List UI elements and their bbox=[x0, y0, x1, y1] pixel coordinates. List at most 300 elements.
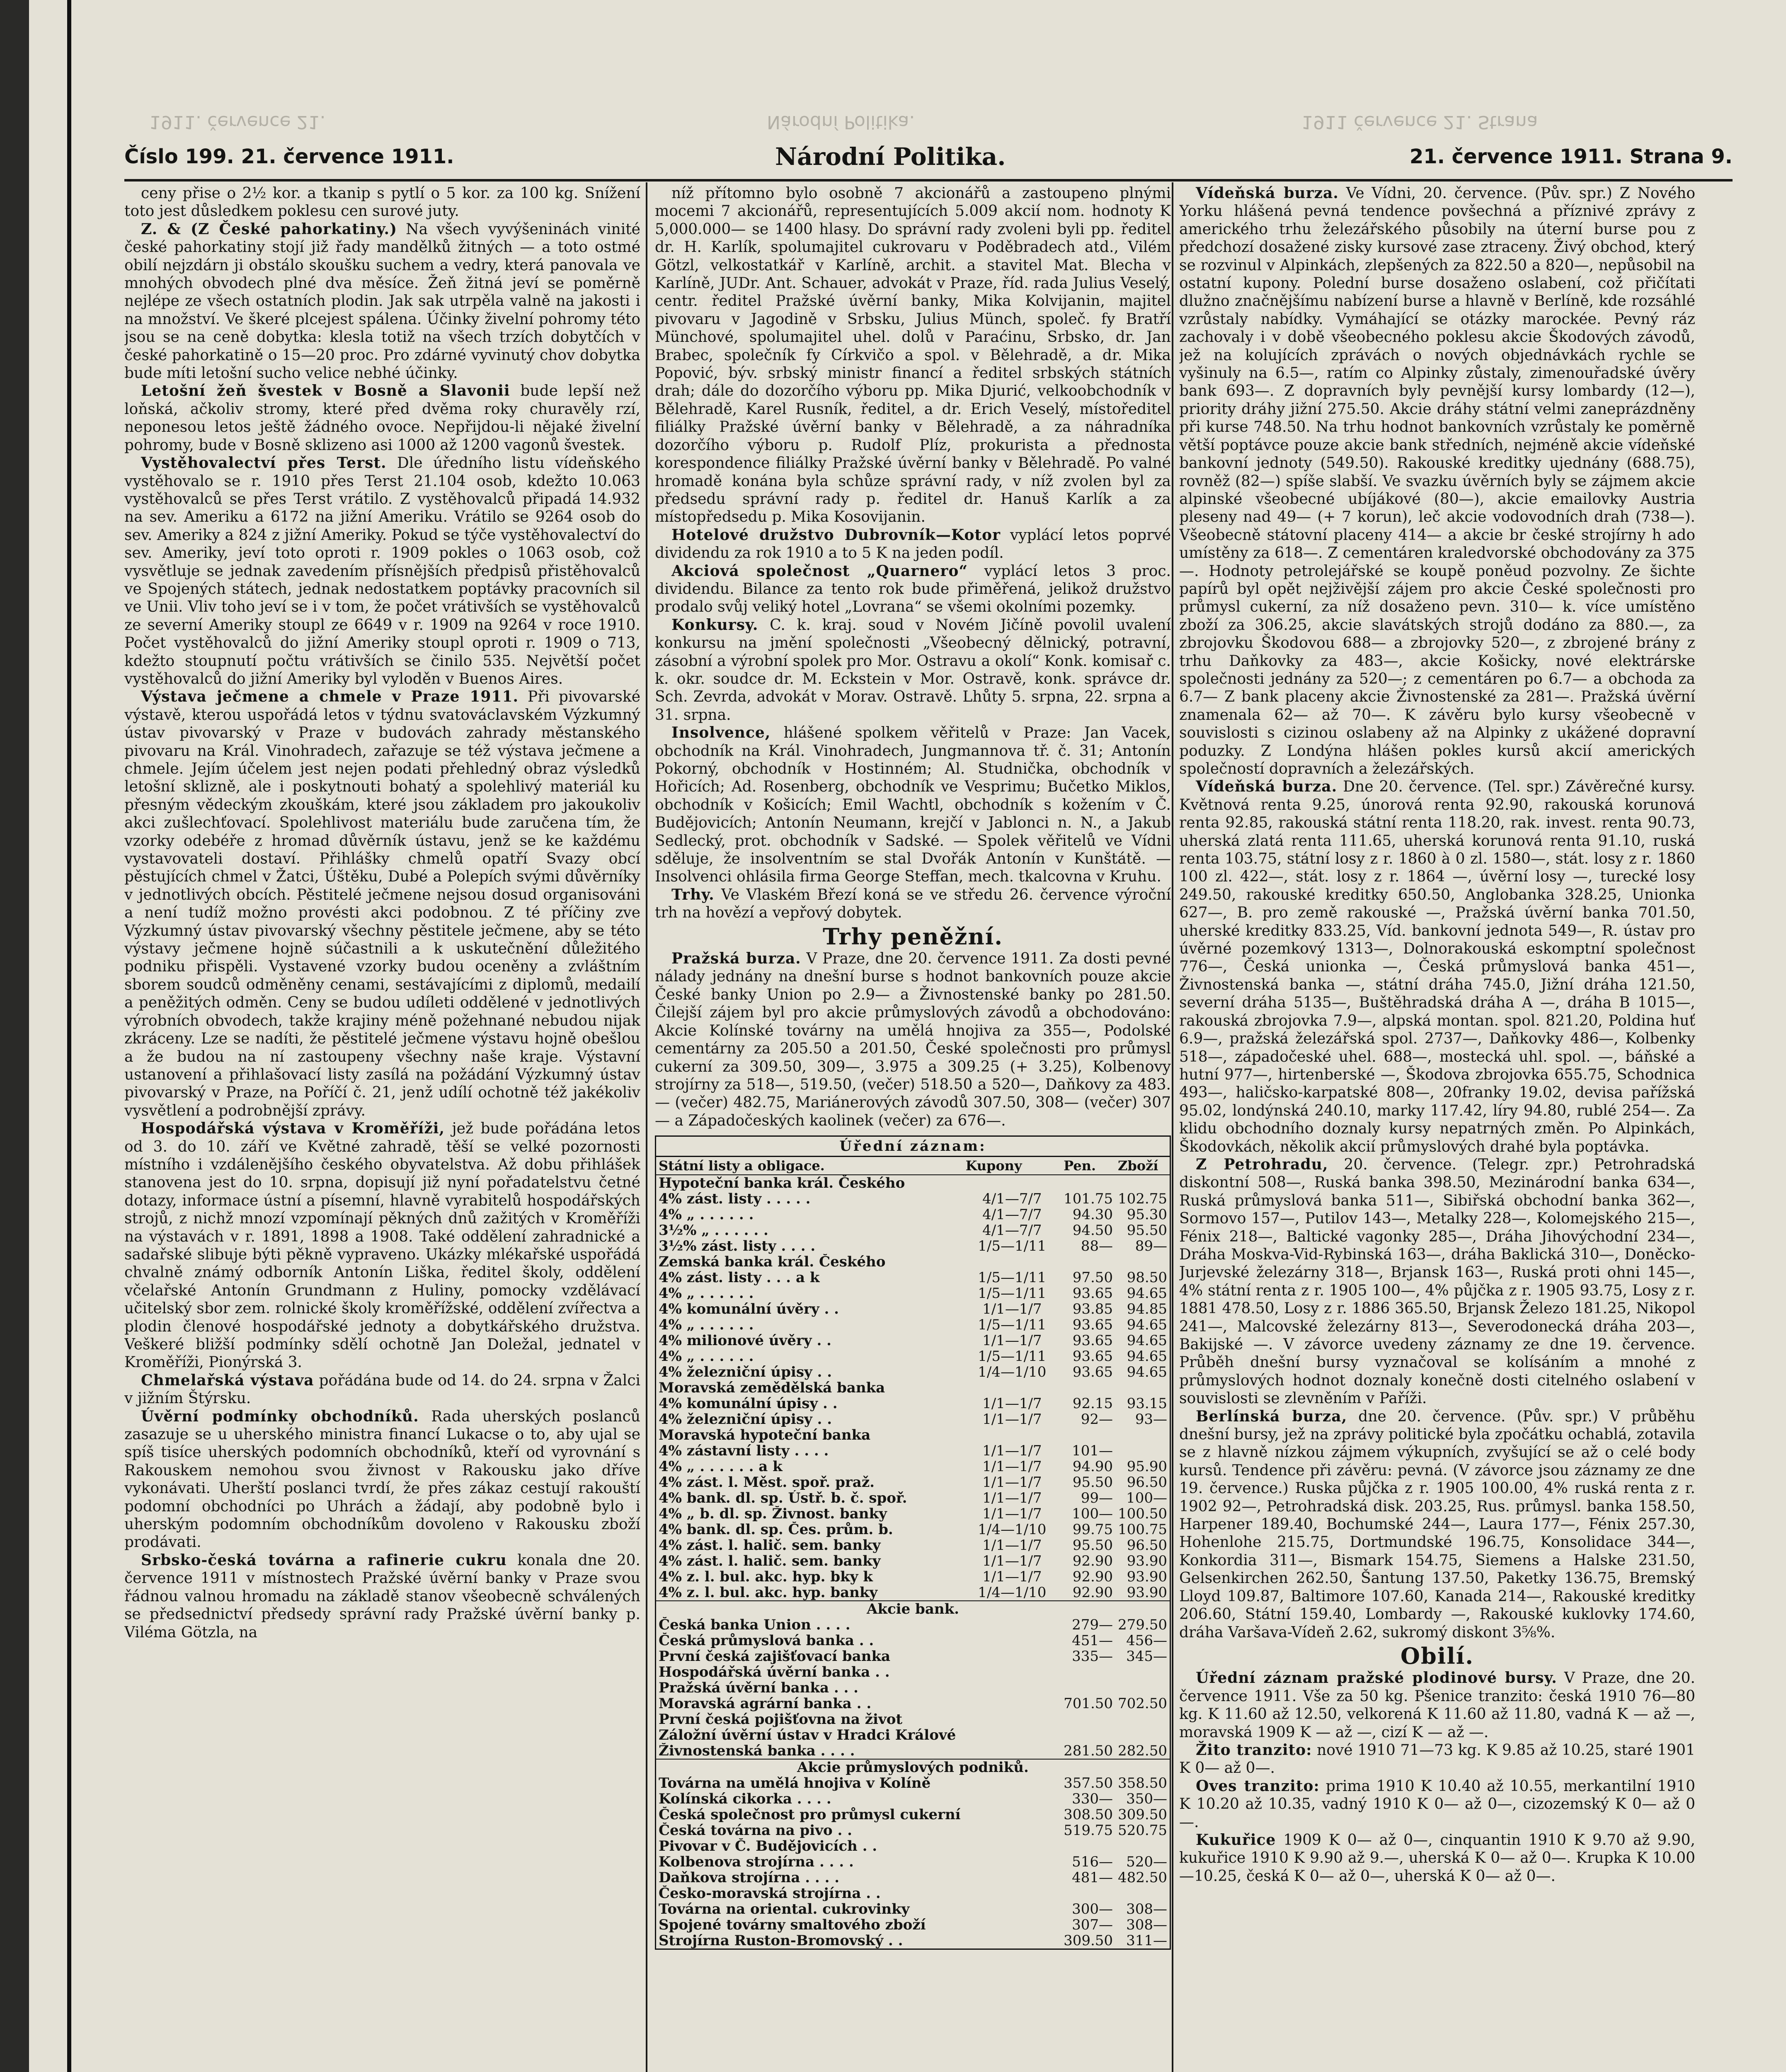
table-cell-zbozi: 702.50 bbox=[1118, 1696, 1167, 1712]
article-lead: Výstava ječmene a chmele v Praze 1911. bbox=[141, 688, 519, 706]
table-cell-pen bbox=[1061, 1175, 1115, 1191]
table-cell-name: 4% zást. listy . . . a k bbox=[659, 1270, 820, 1286]
table-cell-kup: 1/1—1/7 bbox=[982, 1537, 1042, 1554]
table-cell-zbozi: 94.65 bbox=[1127, 1333, 1167, 1349]
table-cell-zbozi: 96.50 bbox=[1127, 1474, 1167, 1491]
article-lead: Konkursy. bbox=[671, 616, 759, 634]
table-cell-zbozi: 94.65 bbox=[1127, 1364, 1167, 1380]
table-cell-kup: 1/1—1/7 bbox=[982, 1490, 1042, 1506]
article-lead: Chmelařská výstava bbox=[141, 1371, 314, 1389]
bleed-through-text: 1911. července 21. bbox=[149, 111, 326, 133]
table-cell-pen: 92.90 bbox=[1072, 1585, 1113, 1601]
table-cell-kup: 1/5—1/11 bbox=[978, 1270, 1047, 1286]
article-lead: Pražská burza. bbox=[671, 950, 801, 968]
article-lead: Úřední záznam pražské plodinové bursy. bbox=[1196, 1669, 1557, 1687]
table-cell-kup bbox=[963, 1917, 1061, 1933]
table-row bbox=[656, 1727, 1170, 1743]
table-cell-name: 4% bank. dl. sp. Čes. prům. b. bbox=[659, 1522, 893, 1538]
table-cell-pen: 93.65 bbox=[1072, 1285, 1113, 1302]
table-cell-zbozi bbox=[1115, 1427, 1170, 1443]
column-divider bbox=[646, 182, 647, 2072]
table-cell-zbozi: 93.15 bbox=[1127, 1396, 1167, 1412]
table-row bbox=[656, 1459, 1170, 1474]
table-row bbox=[656, 1901, 1170, 1917]
table-cell-pen: 95.50 bbox=[1072, 1537, 1113, 1554]
table-row bbox=[656, 1917, 1170, 1933]
table-cell-kup: 1/4—1/10 bbox=[978, 1585, 1047, 1601]
table-cell-name: 3½% „ . . . . . . bbox=[659, 1222, 768, 1239]
table-cell-zbozi bbox=[1115, 1680, 1170, 1696]
table-cell-name: 3½% zást. listy . . . . bbox=[659, 1238, 816, 1254]
header-rule bbox=[124, 179, 1733, 182]
table-cell-zbozi bbox=[1115, 1727, 1170, 1743]
article-paragraph bbox=[124, 454, 640, 688]
table-cell-pen: 519.75 bbox=[1064, 1823, 1113, 1839]
table-row bbox=[656, 1474, 1170, 1490]
table-cell-pen: 93.85 bbox=[1072, 1301, 1113, 1317]
table-row bbox=[656, 1364, 1170, 1380]
table-cell-kup: 1/1—1/7 bbox=[982, 1301, 1042, 1317]
table-cell-pen: 481— bbox=[1072, 1870, 1113, 1886]
table-cell-zbozi: 350— bbox=[1126, 1791, 1167, 1807]
table-cell-pen: 94.50 bbox=[1072, 1222, 1113, 1239]
article-paragraph bbox=[124, 1408, 640, 1552]
table-title: Úřední záznam: bbox=[656, 1137, 1170, 1157]
article-text: bude lepší než loňská, ačkoliv stromy, které před dvěma roky churavěly rzí, neponesou letos ještě žádného ovoce. Nepřijdou-li nějaké živelní pohromy, bude v Bosně sklizeno asi 1000 až 1200 vagonů švestek. bbox=[124, 382, 640, 454]
table-cell-pen: 279— bbox=[1072, 1617, 1113, 1633]
table-cell-pen: 92.90 bbox=[1072, 1569, 1113, 1585]
table-cell-name: Hypoteční banka král. Českého bbox=[659, 1175, 905, 1191]
table-section-row bbox=[656, 1759, 1170, 1775]
table-cell-name: Záložní úvěrní ústav v Hradci Králové bbox=[659, 1727, 956, 1743]
table-cell-zbozi: 308— bbox=[1126, 1917, 1167, 1933]
table-row bbox=[656, 1823, 1170, 1838]
table-cell-name: Spojené továrny smaltového zboží bbox=[659, 1917, 926, 1933]
article-text: Ve Vlaském Březí koná se ve středu 26. července výroční trh na hovězí a vepřový dobytek. bbox=[655, 886, 1171, 922]
table-row bbox=[656, 1443, 1170, 1459]
table-cell-zbozi bbox=[1115, 1711, 1170, 1727]
column-3 bbox=[1179, 184, 1695, 2072]
table-cell-kup: 1/1—1/7 bbox=[982, 1569, 1042, 1585]
table-row bbox=[656, 1807, 1170, 1823]
table-cell-zbozi: 95.90 bbox=[1127, 1459, 1167, 1475]
table-row bbox=[656, 1711, 1170, 1727]
table-row bbox=[656, 1270, 1170, 1285]
table-cell-kup: 1/1—1/7 bbox=[982, 1333, 1042, 1349]
table-cell-kup: 1/1—1/7 bbox=[982, 1459, 1042, 1475]
table-cell-kup: 1/1—1/7 bbox=[982, 1553, 1042, 1569]
table-cell-kup bbox=[963, 1886, 1061, 1901]
article-text: Dle úředního listu vídeňského vystěhovalo se r. 1910 přes Terst 21.104 osob, kdežto 10.063 vystěhovalců se přes Terst vrátilo. Z vystěhovalců připadá 14.932 na sev. Ameriku a 6172 na jižní Ameriku. Vrátilo se 9264 osob do sev. Ameriky a 824 z jižní Ameriky. Pokud se týče vystěhovalectví do sev. Ameriky, jeví toto oproti r. 1909 pokles o 1063 osob, což vysvětluje se jednak zavedením přísnějších předpisů přistěhovalců ve Spojených státech, jednak nedostatkem poptávky pracovních sil ve Unii. Vliv toho jeví se i v tom, že počet vrátivších se vystěhovalců ze severní Ameriky stoupl ze 6649 v r. 1909 na 9264 v roce 1910. Počet vystěhovalců do jižní Ameriky stoupl oproti r. 1909 o 713, kdežto stoupnutí počtu vrátivších se činilo 535. Největší počet vystěhovalců do jižní Ameriky byl vyloděn v Buenos Aires. bbox=[124, 455, 640, 687]
table-cell-pen bbox=[1061, 1427, 1115, 1443]
article-paragraph bbox=[1179, 778, 1695, 1156]
article-lead: Z. & (Z České pahorkatiny.) bbox=[141, 220, 397, 238]
article-lead: Vídeňská burza. bbox=[1196, 778, 1338, 796]
article-lead: Z Petrohradu, bbox=[1196, 1155, 1328, 1173]
table-cell-zbozi: 482.50 bbox=[1118, 1870, 1167, 1886]
table-cell-kup: 1/5—1/11 bbox=[978, 1238, 1047, 1254]
table-cell-zbozi: 358.50 bbox=[1118, 1775, 1167, 1791]
article-paragraph bbox=[655, 184, 1171, 526]
article-paragraph bbox=[124, 184, 640, 220]
table-cell-name: Hospodářská úvěrní banka . . bbox=[659, 1664, 890, 1680]
table-cell-name: 4% z. l. bul. akc. hyp. bky k bbox=[659, 1569, 873, 1585]
article-paragraph bbox=[124, 1120, 640, 1372]
article-paragraph bbox=[1179, 1156, 1695, 1408]
table-cell-name: Pražská úvěrní banka . . . bbox=[659, 1680, 859, 1696]
table-cell-kup bbox=[963, 1933, 1061, 1949]
table-cell-zbozi: 100.75 bbox=[1118, 1522, 1167, 1538]
article-lead: Úvěrní podmínky obchodníků. bbox=[141, 1407, 419, 1425]
article-text: hlášené spolkem věřitelů v Praze: Jan Vacek, obchodník na Král. Vinohradech, Jungmannova tř. č. 31; Antonín Pokorný, obchodník v Hostinném; Al. Studnička, obchodník v Hořicích; Ad. Rosenberg, obchodník ve Vesprimu; Bučetko Miklos, obchodník v Košicích; Emil Wachtl, obchodník s kožením v Č. Budějovicích; Antonín Neumann, krejčí v Jablonci n. N., a Jakub Sedlecký, prot. obchodník v Sadské. — Spolek věřitelů ve Vídni sděluje, že insolventním se stal Dvořák Antonín v Kunštátě. — Insolvenci ohlásila firma George Steffan, mech. tkalcovna v Kruhu. bbox=[655, 724, 1171, 886]
table-cell-name: Daňkova strojírna . . . . bbox=[659, 1870, 840, 1886]
table-row bbox=[656, 1680, 1170, 1696]
page-header bbox=[124, 145, 1733, 178]
table-cell-name: První česká zajišťovací banka bbox=[659, 1648, 891, 1665]
table-cell-zbozi bbox=[1115, 1838, 1170, 1854]
table-section-row bbox=[656, 1601, 1170, 1617]
table-cell-pen bbox=[1061, 1664, 1115, 1680]
table-cell-kup bbox=[963, 1680, 1061, 1696]
article-paragraph bbox=[1179, 1831, 1695, 1885]
table-cell-pen: 94.30 bbox=[1072, 1207, 1113, 1223]
article-lead: Kukuřice bbox=[1196, 1831, 1276, 1849]
article-lead: Berlínská burza, bbox=[1196, 1407, 1347, 1425]
article-paragraph bbox=[655, 724, 1171, 886]
table-row bbox=[656, 1838, 1170, 1854]
table-cell-zbozi: 282.50 bbox=[1118, 1743, 1167, 1760]
table-cell-name: 4% „ b. dl. sp. Živnost. banky bbox=[659, 1506, 887, 1522]
article-lead: Srbsko-česká továrna a rafinerie cukru bbox=[141, 1551, 507, 1569]
table-cell-pen: 451— bbox=[1072, 1633, 1113, 1649]
table-cell-pen: 92.90 bbox=[1072, 1553, 1113, 1569]
table-cell-name: Moravská hypoteční banka bbox=[659, 1427, 871, 1443]
table-cell-name: Česká továrna na pivo . . bbox=[659, 1823, 852, 1839]
table-cell-kup: 1/1—1/7 bbox=[982, 1411, 1042, 1428]
table-cell-kup bbox=[963, 1870, 1061, 1886]
table-cell-pen: 330— bbox=[1072, 1791, 1113, 1807]
table-cell-pen: 300— bbox=[1072, 1901, 1113, 1917]
newspaper-page bbox=[29, 0, 1786, 2072]
table-cell-zbozi bbox=[1115, 1175, 1170, 1191]
table-cell-name: 4% „ . . . . . . bbox=[659, 1317, 754, 1333]
table-cell-pen: 100— bbox=[1072, 1506, 1113, 1522]
table-cell-pen bbox=[1061, 1727, 1115, 1743]
table-row bbox=[656, 1791, 1170, 1807]
table-cell-kup bbox=[963, 1664, 1061, 1680]
table-cell-kup: 4/1—7/7 bbox=[982, 1191, 1042, 1207]
table-cell-name: Pivovar v Č. Budějovicích . . bbox=[659, 1838, 877, 1854]
table-cell-zbozi: 89— bbox=[1135, 1238, 1167, 1254]
table-header: Kupony bbox=[963, 1157, 1061, 1175]
table-cell-kup bbox=[963, 1823, 1061, 1838]
table-cell-name: Moravská zemědělská banka bbox=[659, 1380, 885, 1396]
table-cell-pen: 335— bbox=[1072, 1648, 1113, 1665]
table-cell-pen bbox=[1061, 1680, 1115, 1696]
table-row bbox=[656, 1191, 1170, 1207]
table-cell-kup bbox=[963, 1696, 1061, 1711]
table-cell-kup bbox=[963, 1791, 1061, 1807]
table-row bbox=[656, 1348, 1170, 1364]
table-cell-kup bbox=[963, 1711, 1061, 1727]
article-lead: Trhy. bbox=[671, 886, 715, 903]
table-cell-pen: 307— bbox=[1072, 1917, 1113, 1933]
issue-number-date: Číslo 199. 21. července 1911. bbox=[124, 145, 454, 168]
table-cell-name: Zemská banka král. Českého bbox=[659, 1254, 886, 1270]
table-row bbox=[656, 1743, 1170, 1759]
table-cell-zbozi: 93.90 bbox=[1127, 1553, 1167, 1569]
page-date-number: 21. července 1911. Strana 9. bbox=[1409, 145, 1733, 168]
table-section-label: Akcie bank. bbox=[656, 1601, 1170, 1617]
table-cell-name: První česká pojišťovna na život bbox=[659, 1711, 903, 1728]
table-row bbox=[656, 1301, 1170, 1317]
table-cell-pen bbox=[1061, 1886, 1115, 1901]
table-cell-pen: 93.65 bbox=[1072, 1364, 1113, 1380]
table-cell-pen bbox=[1061, 1838, 1115, 1854]
table-cell-kup: 1/1—1/7 bbox=[982, 1506, 1042, 1522]
table-cell-kup bbox=[963, 1175, 1061, 1191]
article-lead: Žito tranzito: bbox=[1196, 1741, 1312, 1759]
official-quotes-table bbox=[655, 1135, 1171, 1950]
table-cell-name: 4% zást. l. halič. sem. banky bbox=[659, 1537, 881, 1554]
table-cell-zbozi bbox=[1115, 1254, 1170, 1270]
table-row bbox=[656, 1775, 1170, 1791]
table-cell-name: Továrna na oriental. cukrovinky bbox=[659, 1901, 910, 1917]
table-cell-zbozi: 96.50 bbox=[1127, 1537, 1167, 1554]
table-cell-name: 4% zást. l. Měst. spoř. praž. bbox=[659, 1474, 875, 1491]
table-row bbox=[656, 1490, 1170, 1506]
table-row bbox=[656, 1522, 1170, 1537]
article-text: Ve Vídni, 20. července. (Pův. spr.) Z Nového Yorku hlášená pevná tendence povšechná a příznivé zprávy z amerického trhu železářského působily na úterní burse pou z předchozí dosažené zisky kursové zase ztraceny. Živý obchod, který se rozvinul v Alpinkách, zlepšených za 822.50 a 820—, nepůsobil na ostatní kupony. Polední burse dosaženo oslabení, což přičítati dlužno značnějšímu nabízení burse a hlavně v Berlíně, kde rozsáhlé vzrůstaly nabídky. Vymáhající se otázky marockée. Pevný ráz zachovaly i v době všeobecného poklesu akcie Škodových závodů, jež na kolujících zprávách o nových objednávkách rychle se vyšinuly na 6.5—, ratím co Alpinky zůstaly, zimenouřadské úvěry bank 693—. Z dopravních byly pevnější kursy lombardy (12—), priority dráhy jižní 275.50. Akcie dráhy státní velmi zaneprázdněny při kurse 748.50. Na trhu hodnot bankovních vzrůstaly ke poměrně větší poptávce pouze akcie bank středních, nejméně akcie vídeňské bankovní jednoty (549.50). Rakouské kreditky ujednány (688.75), rovněž (82—) spíše slabší. Ve svazku úvěrních byly se zájmem akcie alpinské všeobecné ubíjákové (80—), akcie emailovky Austria pleseny nad 49— (+ 7 korun), leč akcie vodovodních drah (738—). Všeobecně státovní placeny 414— a akcie br české strojírny h ado umístěny za 618—. Z cementáren kraledvorské obchodovány za 375—. Hodnoty petrolejářské se koupě poněud pozvolny. Ze šichte papírů byl opět nejživější zájem pro akcie České společnosti pro průmysl cukerní, za níž dosaženo pevn. 310— k. více umístěno zboží za 306.25, akcie slavátských strojů dodáno za 880.—, za zbrojovku Škodovou 688— a zbrojovky 520—, z zbrojené brány z trhu Daňkovky za 483—, akcie Košicky, nové elektrárske společnosti jednány za 520—; z cementáren po 6.7— a obchoda za 6.7— Z bank placeny akcie Živnostenské za 281—. Pražská úvěrní znamenala 62— až 70—. K závěru bylo kursy všeobecně v souvislosti s cizinou oslabeny až na Alpinky z ukážené dopravní poduzky. Z Londýna hlášen pokles kursů akcií amerických společností dopravních a železářských. bbox=[1179, 185, 1695, 777]
table-cell-zbozi: 93— bbox=[1135, 1411, 1167, 1428]
section-heading: Obilí. bbox=[1400, 1642, 1474, 1669]
article-paragraph bbox=[655, 950, 1171, 1130]
column-1 bbox=[124, 184, 640, 2072]
article-paragraph bbox=[1179, 184, 1695, 778]
table-cell-kup bbox=[963, 1380, 1061, 1396]
table-cell-kup: 1/5—1/11 bbox=[978, 1348, 1047, 1365]
article-text: C. k. kraj. soud v Novém Jičíně povolil uvalení konkursu na jmění společnosti „Všeobecný dělnický, potravní, zásobní a výrobní spolek pro Mor. Ostravu a okolí“ Konk. komisař c. k. okr. soudce dr. M. Eckstein v Mor. Ostravě, konk. správce dr. Sch. Zevrda, advokát v Morav. Ostravě. Lhůty 5. srpna, 22. srpna a 31. srpna. bbox=[655, 616, 1171, 724]
table-cell-kup bbox=[963, 1854, 1061, 1870]
article-lead: Letošní žeň švestek v Bosně a Slavonii bbox=[141, 382, 510, 400]
column-2 bbox=[655, 184, 1171, 2072]
article-text: prima 1910 K 10.40 až 10.55, merkantilní 1910 K 10.20 až 10.35, vadný 1910 K 0— až 0—, cizozemský K 0— až 0—. bbox=[1179, 1777, 1695, 1831]
article-text: vyplácí letos 3 proc. dividendu. Bilance za tento rok bude přiměřená, jelikož družstvo prodalo svůj veliký hotel „Lovrana“ se všemi okolními pozemky. bbox=[655, 562, 1171, 616]
table-cell-name: 4% „ . . . . . . bbox=[659, 1348, 754, 1365]
article-paragraph bbox=[655, 562, 1171, 616]
table-cell-zbozi: 308— bbox=[1126, 1901, 1167, 1917]
table-cell-zbozi: 95.50 bbox=[1127, 1222, 1167, 1239]
table-cell-pen: 701.50 bbox=[1064, 1696, 1113, 1712]
table-cell-zbozi: 100.50 bbox=[1118, 1506, 1167, 1522]
table-cell-pen: 101— bbox=[1072, 1443, 1113, 1459]
table-cell-pen: 308.50 bbox=[1064, 1807, 1113, 1823]
table-cell-kup bbox=[963, 1648, 1061, 1664]
table-cell-pen: 92.15 bbox=[1072, 1396, 1113, 1412]
table-cell-name: Kolbenova strojírna . . . . bbox=[659, 1854, 854, 1870]
table-row bbox=[656, 1696, 1170, 1711]
table-cell-name: Kolínská cikorka . . . . bbox=[659, 1791, 831, 1807]
page-binding-edge bbox=[67, 0, 71, 2072]
table-cell-kup bbox=[963, 1727, 1061, 1743]
article-paragraph bbox=[1179, 1408, 1695, 1641]
table-cell-pen: 88— bbox=[1081, 1238, 1113, 1254]
article-lead: Akciová společnost „Quarnero“ bbox=[671, 562, 968, 580]
table-cell-kup bbox=[963, 1838, 1061, 1854]
article-text: V Praze, dne 20. července 1911. Za dosti pevné nálady jednány na dnešní burse s hodnot bankovních pouze akcie České banky Union po 2.9— a Živnostenské banky po 281.50. Čilejší zájem byl pro akcie průmyslových závodů a obchodováno: Akcie Kolínské továrny na umělá hnojiva za 355—, Podolské cementárny za 205.50 a 201.50, České společnosti pro průmysl cukerní za 309.50, 309—, 3.975 a 309.25 (+ 3.25), Kolbenovy strojírny za 518—, 519.50, (večer) 518.50 a 520—, Daňkovy za 483.— (večer) 482.75, Mariánerových závodů 307.50, 308— (večer) 307— a Západočeských kaolinek (večer) za 676—. bbox=[655, 950, 1171, 1129]
table-cell-pen: 516— bbox=[1072, 1854, 1113, 1870]
table-cell-pen bbox=[1061, 1711, 1115, 1727]
table-cell-pen: 309.50 bbox=[1064, 1933, 1113, 1949]
article-paragraph bbox=[124, 220, 640, 382]
table-row bbox=[656, 1333, 1170, 1348]
table-cell-kup bbox=[963, 1633, 1061, 1648]
table-cell-zbozi bbox=[1115, 1886, 1170, 1901]
table-cell-name: 4% z. l. bul. akc. hyp. banky bbox=[659, 1585, 878, 1601]
table-row bbox=[656, 1317, 1170, 1333]
table-row bbox=[656, 1870, 1170, 1886]
table-row bbox=[656, 1553, 1170, 1569]
table-cell-name: 4% komunální úpisy . . bbox=[659, 1396, 838, 1412]
bleed-through-text: Národní Politika. bbox=[767, 111, 915, 133]
article-lead: Insolvence, bbox=[671, 724, 771, 742]
article-lead: Oves tranzito: bbox=[1196, 1777, 1320, 1795]
article-text: 1909 K 0— až 0—, cinquantin 1910 K 9.70 až 9.90, kukuřice 1910 K 9.90 až 9.—, uherská K 0— až 0—. Krupka K 10.00—10.25, česká K 0— až 0—, uherská K 0— až 0—. bbox=[1179, 1831, 1695, 1885]
table-cell-zbozi bbox=[1115, 1380, 1170, 1396]
table-cell-zbozi: 94.65 bbox=[1127, 1285, 1167, 1302]
table-cell-kup: 4/1—7/7 bbox=[982, 1222, 1042, 1239]
column-divider bbox=[1172, 182, 1173, 2072]
table-cell-zbozi: 93.90 bbox=[1127, 1585, 1167, 1601]
article-text: Rada uherských poslanců zasazuje se u uherského ministra financí Lukacse o to, aby ujal se spíš tisíce uherských podomních obchodníků, kteří od vyrovnání s Rakouskem nemohou svou živnost v Rakousku jako dříve vykonávati. Uherští poslanci tvrdí, že přes zákaz cestují rakouští podomní obchodníci po Uhrách a žádají, aby podobně bylo i uherským podomním obchodníkům dovoleno v Rakousku zboží prodávati. bbox=[124, 1408, 640, 1551]
table-cell-zbozi: 94.65 bbox=[1127, 1317, 1167, 1333]
table-cell-pen: 281.50 bbox=[1064, 1743, 1113, 1760]
table-cell-kup: 1/1—1/7 bbox=[982, 1443, 1042, 1459]
article-lead: Vystěhovalectví přes Terst. bbox=[141, 454, 387, 472]
table-row bbox=[656, 1222, 1170, 1238]
article-text: jež bude pořádána letos od 3. do 10. září ve Květné zahradě, těší se velké pozornosti místního i vzdálenějšího českého obyvatelstva. Až dobu přihlášek stanovena jest do 10. srpna, dopisují již nyní pořadatelstvu četné dotazy, informace ústní a písemní, hlavně vyrabitelů hospodářských strojů, z nichž mnozí vzpomínají pěkných dnů zažitých v Kroměříži na výstavách v r. 1891, 1898 a 1908. Také oddělení zahradnické a sadařské slibuje býti pěkně vypraveno. Ukázky mlékařské uspořádá chvalně známý odborník Antonín Liška, ředitel školy, oddělení včelařské Antonín Grundmann z Huliny, pomocky vzdělávací učitelský sbor zem. rolnické školy kroměřížské, oddělení zvířectva a plodin členové hospodářské jednoty a dobytkářského družstva. Veškeré bližší podmínky sdělí ochotně Jan Doležal, jednatel v Kroměříži, Pionýrská 3. bbox=[124, 1120, 640, 1371]
table-cell-name: Živnostenská banka . . . . bbox=[659, 1743, 855, 1760]
table-row bbox=[656, 1648, 1170, 1664]
table-cell-kup bbox=[963, 1807, 1061, 1823]
table-cell-name: 4% milionové úvěry . . bbox=[659, 1333, 831, 1349]
table-row bbox=[656, 1380, 1170, 1396]
article-paragraph bbox=[124, 382, 640, 454]
article-lead: Hotelové družstvo Dubrovník—Kotor bbox=[671, 526, 1001, 544]
table-cell-pen: 93.65 bbox=[1072, 1348, 1113, 1365]
table-cell-zbozi: 93.90 bbox=[1127, 1569, 1167, 1585]
article-text: konala dne 20. července 1911 v místnostech Pražské úvěrní banky v Praze svou řádnou valnou hromadu na základě stanov všeobecně schválených se předsednictví předsedy správní rady Pražské úvěrní banky p. Viléma Götzla, na bbox=[124, 1552, 640, 1641]
table-cell-name: Továrna na umělá hnojiva v Kolíně bbox=[659, 1775, 931, 1791]
table-row bbox=[656, 1207, 1170, 1222]
article-text: pořádána bude od 14. do 24. srpna v Žalci v jižním Štýrsku. bbox=[124, 1372, 640, 1407]
table-row bbox=[656, 1569, 1170, 1585]
article-paragraph bbox=[655, 526, 1171, 562]
table-cell-kup bbox=[963, 1901, 1061, 1917]
table-cell-zbozi: 456— bbox=[1126, 1633, 1167, 1649]
table-row bbox=[656, 1285, 1170, 1301]
table-cell-pen: 357.50 bbox=[1064, 1775, 1113, 1791]
article-text: dne 20. července. (Pův. spr.) V průběhu dnešní bursy, jež na zprávy politické byla zpočátku ochablá, zotavila se z hlavně nízkou zájmem výkupních, zvyšující se až o celé body kursů. Tendence při závěru: pevná. (V závorce jsou záznamy ze dne 19. července.) Ruska půjčka z r. 1905 100.00, 4% ruská renta z r. 1902 92—, Petrohradská disk. 203.25, Rus. průmysl. banka 158.50, Harpener 189.40, Bochumské 244—, Laura 177—, Fénix 257.30, Hohenlohe 215.75, Dortmundské 196.75, Konsolidace 344—, Konkordia 311—, Bismark 154.75, Siemens a Halske 231.50, Gelsenkirchen 262.50, Šantung 137.50, Paketky 136.75, Bremský Lloyd 109.87, Baltimore 107.60, Kanada 214—, Rakouské kreditky 206.60, Státní 159.40, Lombardy —, Rakouské kuklovky 174.60, dráha Varšava-Vídeň 2.62, sukromý diskont 3⅝%. bbox=[1179, 1408, 1695, 1641]
table-cell-name: 4% „ . . . . . . bbox=[659, 1207, 754, 1223]
article-paragraph bbox=[655, 616, 1171, 724]
table-cell-kup: 1/1—1/7 bbox=[982, 1396, 1042, 1412]
table-header: Zboží bbox=[1115, 1157, 1170, 1175]
article-text: vyplácí letos poprvé dividendu za rok 1910 a to 5 K na jeden podíl. bbox=[655, 526, 1171, 562]
table-cell-pen: 99.75 bbox=[1072, 1522, 1113, 1538]
article-paragraph bbox=[124, 1552, 640, 1641]
table-cell-name: 4% zást. l. halič. sem. banky bbox=[659, 1553, 881, 1569]
table-cell-name: 4% bank. dl. sp. Ústř. b. č. spoř. bbox=[659, 1490, 907, 1506]
table-cell-zbozi: 279.50 bbox=[1118, 1617, 1167, 1633]
table-cell-pen: 94.90 bbox=[1072, 1459, 1113, 1475]
article-paragraph bbox=[1179, 1777, 1695, 1831]
article-lead: Vídeňská burza. bbox=[1196, 184, 1339, 202]
masthead-title: Národní Politika. bbox=[775, 143, 1006, 171]
table-cell-zbozi bbox=[1115, 1443, 1170, 1459]
table-cell-kup bbox=[963, 1254, 1061, 1270]
table-cell-zbozi bbox=[1115, 1664, 1170, 1680]
table-cell-zbozi: 102.75 bbox=[1118, 1191, 1167, 1207]
table-section-label: Akcie průmyslových podniků. bbox=[656, 1759, 1170, 1775]
table-cell-name: Moravská agrární banka . . bbox=[659, 1696, 872, 1712]
table-row bbox=[656, 1396, 1170, 1411]
table-row bbox=[656, 1664, 1170, 1680]
table-cell-pen: 99— bbox=[1081, 1490, 1113, 1506]
table-row bbox=[656, 1585, 1170, 1601]
table-cell-pen: 95.50 bbox=[1072, 1474, 1113, 1491]
table-cell-kup bbox=[963, 1617, 1061, 1633]
table-cell-zbozi: 311— bbox=[1126, 1933, 1167, 1949]
article-text: Na všech vyvýšeninách vinité české pahorkatiny stojí již řady mandělků žitných — a toto ostmé obilí nejzdárn ji obstálo skoušku suchem a vedry, která panovala ve mnohých obvodech plné dva měsíce. Žeň žitná jeví se poměrně nejlépe ze všech ostatních plodin. Jak sak utrpěla valně na jakosti i na množství. Ve škeré plcejest spálena. Účinky živelní pohromy této jsou se na ceně dobytka: klesla totiž na všech trzích dobytčích v české pahorkatině o 15—20 proc. Pro zdárné vyvinutý chov dobytka bude míti letošní sucho velice nebhé účinky. bbox=[124, 220, 640, 382]
article-text: níž přítomno bylo osobně 7 akcionářů a zastoupeno plnými mocemi 7 akcionářů, representujících 5.009 akcií nom. hodnoty K 5,000.000— se 1400 hlasy. Do správní rady zvoleni byli pp. ředitel dr. H. Karlík, spolumajitel cukrovaru v Poděbradech atd., Vilém Götzl, velkostatkář v Karlíně, archit. a stavitel Mat. Blecha v Karlíně, JUDr. Ant. Schauer, advokát v Praze, říd. rada Julius Veselý, centr. ředitel Pražské úvěrní banky, Mika Kolvijanin, majitel pivovaru v Jagodině v Srbsku, Julius Münch, společ. fy Bratří Münchové, spolumajitel uhel. dolů v Paraćinu, Srbsko, dr. Jan Brabec, společník fy Církvičo a spol. v Bělehradě, a dr. Mika Popović, býv. srbský ministr financí a ředitel srbských státních drah; dále do dozorčího výboru pp. Mika Djurić, velkoobchodník v Bělehradě, Karel Rusník, ředitel, a dr. Erich Veselý, místoředitel filiálky Pražské úvěrní banky v Bělehradě, a za náhradníka dozorčího výboru p. Rudolf Plíz, prokurista a přednosta korespondence filiálky Pražské úvěrní banky v Bělehradě. Po valné hromadě konána byla schůze správní rady, v níž zvolen byl za předsedu správní rady p. ředitel dr. Hanuš Karlík a za místopředsedu p. Mika Kosovijanin. bbox=[655, 185, 1171, 526]
article-lead: Hospodářská výstava v Kroměříži, bbox=[141, 1120, 445, 1138]
table-row bbox=[656, 1886, 1170, 1901]
table-cell-kup bbox=[963, 1427, 1061, 1443]
table-cell-name: Česká společnost pro průmysl cukerní bbox=[659, 1807, 961, 1823]
table-cell-name: Strojírna Ruston-Bromovský . . bbox=[659, 1933, 903, 1949]
table-cell-name: Česko-moravská strojírna . . bbox=[659, 1886, 881, 1902]
table-cell-pen: 93.65 bbox=[1072, 1333, 1113, 1349]
table-row bbox=[656, 1854, 1170, 1870]
table-cell-pen: 92— bbox=[1081, 1411, 1113, 1428]
table-cell-name: 4% „ . . . . . . a k bbox=[659, 1459, 783, 1475]
table-cell-kup: 1/4—1/10 bbox=[978, 1522, 1047, 1538]
article-text: V Praze, dne 20. července 1911. Vše za 50 kg. Pšenice tranzito: česká 1910 76—80 kg. K 11.60 až 12.50, velkorená K 11.60 až 11.80, vadná K — až —, moravská 1909 K — až —, cizí K — až —. bbox=[1179, 1670, 1695, 1741]
article-paragraph bbox=[124, 1372, 640, 1408]
table-cell-kup: 1/1—1/7 bbox=[982, 1474, 1042, 1491]
table-cell-pen: 97.50 bbox=[1072, 1270, 1113, 1286]
article-text: Při pivovarské výstavě, kterou uspořádá letos v týdnu svatováclavském Výzkumný ústav pivovarský v Praze v budovách zahrady městanského pivovaru na Král. Vinohradech, zařazuje se též výstava ječmene a chmele. Jejím účelem jest nejen podati přehledný obraz výsledků letošní sklizně, ale i poskytnouti bohatý a spolehlivý materiál ku přesným vědeckým zkouškám, které jsou základem pro jakoukoliv akci zušlechťovací. Spolehlivost materiálu bude zaručena tím, že vzorky odebéře z hromad důvěrník ústavu, jenž se ke každému vystavovateli dostaví. Přihlášky chmelů opatří Svazy obcí pěstujících chmel v Žatci, Úštěku, Dubé a Polepích svými důvěrníky v jednotlivých obcích. Pěstitelé ječmene nejsou dosud organisováni a není tudíž možno provésti akci podobnou. Z té příčiny zve Výzkumný ústav pivovarský všechny pěstitele ječmene, aby se této výstavy ječmene hojně súčastnili a k uskutečnění důležitého podniku přispěli. Vystavené vzorky budou oceněny a zvláštním sborem soudců odměněny cenami, sestávajícími z diplomů, medailí a peněžitých odměn. Ceny se budou udíleti oddělené v jednotlivých výrobních obvodech, takže krajiny méně požehnané nebudou nijak zkráceny. Lze se nadíti, že pěstitelé ječmene výstavu hojně obešlou a že budou na ní zastoupeny všechny naše kraje. Výstavní ustanovení a přihlašovací listy zasílá na požádání Výzkumný ústav pivovarský v Praze, na Poříčí č. 21, jenž udílí ochotně též jakékoliv vysvětlení a podrobnější zprávy. bbox=[124, 688, 640, 1119]
article-text: Dne 20. července. (Tel. spr.) Závěrečné kursy. Květnová renta 9.25, únorová renta 92.90, rakouská korunová renta 92.85, rakouská státní renta 118.20, rak. invest. renta 90.73, uherská zlatá renta 111.65, uherská korunová renta 91.10, ruská renta 103.75, státní losy z r. 1860 à 0 zl. 1580—, stát. losy z r. 1860 100 zl. 422—, stát. losy z r. 1864 —, úvěrní losy —, turecké losy 249.50, rakouské kreditky 650.50, Anglobanka 328.25, Unionka 627—, B. pro země rakouské —, Pražská úvěrní banka 701.50, uherské kreditky 833.25, Víd. bankovní jednota 549—, R. ústav pro úvěrné pozemkový 1313—, Dolnorakouská eskomptní společnost 776—, Česká unionka —, Česká průmyslová banka 451—, Živnostenská banka —, státní dráha 745.0, Jižní dráha 121.50, severní dráha 5135—, Buštěhradská dráha A —, dráha B 1015—, rakouská zbrojovka 7.9—, alpská montan. spol. 821.20, Poldina huť 6.9—, pražská železářská spol. 2737—, Daňkovky 486—, Kolbenky 518—, západočeské uhel. 688—, mostecká uhl. spol. —, báňské a hutní 977—, hirtenberské —, Škodova zbrojovka 655.75, Schodnica 493—, haličsko-karpatské 808—, 20franky 19.02, devisa pařížská 95.02, londýnská 240.10, marky 117.42, líry 94.80, rublé 254—. Za klidu obchodního doznaly kursy nepatrných změn. Po Alpinkách, Škodovkách, několik akcií průmyslových drahé byla poptávka. bbox=[1179, 778, 1695, 1155]
table-row bbox=[656, 1506, 1170, 1522]
table-cell-pen: 101.75 bbox=[1064, 1191, 1113, 1207]
table-cell-name: 4% zást. listy . . . . . bbox=[659, 1191, 811, 1207]
table-cell-zbozi: 94.85 bbox=[1127, 1301, 1167, 1317]
table-cell-zbozi: 345— bbox=[1126, 1648, 1167, 1665]
table-cell-kup: 1/5—1/11 bbox=[978, 1285, 1047, 1302]
table-row bbox=[656, 1633, 1170, 1648]
table-cell-pen bbox=[1061, 1254, 1115, 1270]
table-row bbox=[656, 1427, 1170, 1443]
table-row bbox=[656, 1254, 1170, 1270]
article-text: nové 1910 71—73 kg. K 9.85 až 10.25, staré 1901 K 0— až 0—. bbox=[1179, 1741, 1695, 1777]
table-cell-kup bbox=[963, 1775, 1061, 1791]
table-cell-zbozi: 520— bbox=[1126, 1854, 1167, 1870]
table-row bbox=[656, 1238, 1170, 1254]
table-cell-zbozi: 309.50 bbox=[1118, 1807, 1167, 1823]
table-header: Státní listy a obligace. bbox=[656, 1157, 963, 1175]
